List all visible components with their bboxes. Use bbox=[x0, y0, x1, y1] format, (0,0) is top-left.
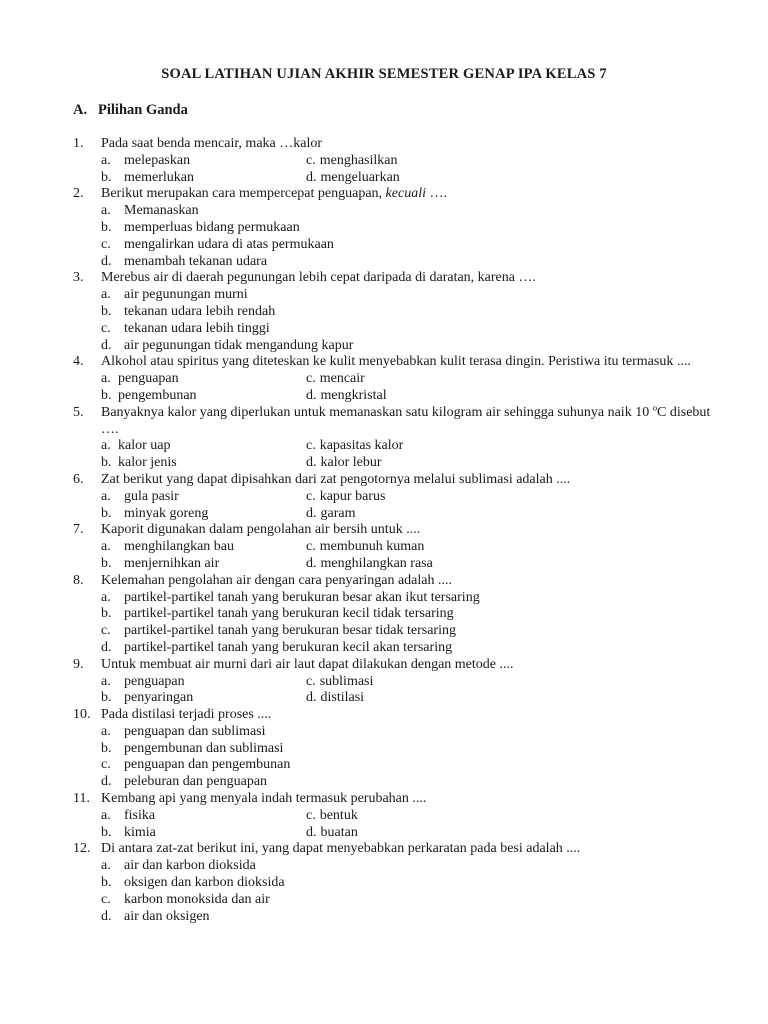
option-letter: d. bbox=[306, 690, 317, 706]
option-row bbox=[0, 304, 768, 321]
option-row bbox=[0, 254, 768, 271]
question-number: 6. bbox=[73, 471, 84, 487]
option-text: kalor lebur bbox=[320, 455, 382, 471]
option-row bbox=[0, 909, 768, 926]
question-text-main: Kembang api yang menyala indah termasuk perubahan .... bbox=[101, 791, 427, 807]
option-letter: a. bbox=[101, 807, 111, 823]
question-text bbox=[101, 270, 726, 287]
option-letter: d. bbox=[101, 253, 112, 269]
answer-option bbox=[101, 455, 177, 472]
question-text-main: Di antara zat-zat berikut ini, yang dapat menyebabkan perkaratan pada besi adalah .... bbox=[101, 841, 581, 857]
option-text: minyak goreng bbox=[124, 505, 209, 521]
question-number: 12. bbox=[73, 841, 91, 857]
answer-option bbox=[101, 590, 480, 607]
option-row bbox=[0, 506, 768, 523]
option-letter: d. bbox=[306, 555, 317, 571]
option-row bbox=[0, 153, 768, 170]
option-letter: a. bbox=[101, 438, 111, 454]
answer-option bbox=[101, 825, 156, 842]
question-text bbox=[101, 472, 726, 489]
option-text: air pegunungan tidak mengandung kapur bbox=[124, 337, 354, 353]
answer-option bbox=[306, 825, 358, 842]
answer-option bbox=[101, 153, 190, 170]
option-row bbox=[0, 371, 768, 388]
option-text: kapasitas kalor bbox=[319, 438, 404, 454]
answer-option bbox=[101, 741, 283, 758]
option-text: partikel-partikel tanah yang berukuran kecil tidak tersaring bbox=[124, 606, 454, 622]
answer-option bbox=[306, 438, 403, 455]
option-text: penyaringan bbox=[124, 690, 194, 706]
option-letter: d. bbox=[306, 387, 317, 403]
question-item bbox=[0, 573, 768, 657]
answer-option bbox=[101, 606, 454, 623]
answer-option bbox=[101, 640, 452, 657]
answer-option bbox=[101, 203, 199, 220]
option-letter: a. bbox=[101, 673, 111, 689]
option-list bbox=[0, 371, 768, 405]
option-list bbox=[0, 808, 768, 842]
option-text: bentuk bbox=[319, 807, 358, 823]
option-letter: c. bbox=[101, 757, 111, 773]
option-letter: a. bbox=[101, 152, 111, 168]
option-text: menambah tekanan udara bbox=[124, 253, 268, 269]
answer-option bbox=[101, 892, 270, 909]
option-list bbox=[0, 724, 768, 791]
answer-option bbox=[101, 674, 185, 691]
option-letter: d. bbox=[101, 639, 112, 655]
option-text: kimia bbox=[124, 824, 156, 840]
question-text bbox=[101, 573, 726, 590]
option-text: fisika bbox=[124, 807, 156, 823]
option-row bbox=[0, 623, 768, 640]
answer-option bbox=[101, 304, 275, 321]
answer-option bbox=[306, 388, 387, 405]
option-letter: b. bbox=[101, 740, 112, 756]
option-letter: d. bbox=[101, 337, 112, 353]
answer-option bbox=[101, 438, 170, 455]
option-letter: c. bbox=[101, 891, 111, 907]
answer-option bbox=[101, 237, 334, 254]
option-row bbox=[0, 455, 768, 472]
question-item bbox=[0, 354, 768, 404]
option-row bbox=[0, 825, 768, 842]
option-text: kalor uap bbox=[118, 438, 171, 454]
option-list bbox=[0, 539, 768, 573]
answer-option bbox=[101, 506, 208, 523]
question-text bbox=[101, 791, 726, 808]
option-row bbox=[0, 489, 768, 506]
option-list bbox=[0, 438, 768, 472]
answer-option bbox=[306, 690, 364, 707]
option-text: gula pasir bbox=[124, 488, 179, 504]
question-item bbox=[0, 791, 768, 841]
question-text bbox=[101, 136, 726, 153]
option-row bbox=[0, 892, 768, 909]
option-letter: a. bbox=[101, 589, 111, 605]
option-text: membunuh kuman bbox=[319, 539, 425, 555]
question-item bbox=[0, 707, 768, 791]
option-text: partikel-partikel tanah yang berukuran besar akan ikut tersaring bbox=[124, 589, 480, 605]
option-list bbox=[0, 153, 768, 187]
option-text: menjernihkan air bbox=[124, 555, 220, 571]
question-text-main: Banyaknya kalor yang diperlukan untuk memanaskan satu kilogram air sehingga suhunya naik 10 ºC disebut …. bbox=[101, 404, 711, 437]
answer-option bbox=[306, 170, 400, 187]
question-number: 4. bbox=[73, 354, 84, 370]
question-number: 11. bbox=[73, 791, 90, 807]
section-label: Pilihan Ganda bbox=[98, 102, 188, 118]
answer-option bbox=[101, 338, 353, 355]
question-number: 8. bbox=[73, 572, 84, 588]
answer-option bbox=[101, 170, 194, 187]
option-letter: d. bbox=[306, 824, 317, 840]
option-text: kalor jenis bbox=[118, 455, 177, 471]
question-item bbox=[0, 270, 768, 354]
option-text: menghasilkan bbox=[319, 152, 398, 168]
option-text: menghilangkan rasa bbox=[320, 555, 433, 571]
option-text: tekanan udara lebih tinggi bbox=[124, 320, 270, 336]
option-letter: d. bbox=[101, 774, 112, 790]
answer-option bbox=[101, 254, 267, 271]
option-text: distilasi bbox=[320, 690, 365, 706]
question-text bbox=[101, 186, 726, 203]
option-letter: c. bbox=[306, 152, 316, 168]
option-text: mencair bbox=[319, 371, 365, 387]
question-number: 1. bbox=[73, 136, 84, 151]
option-letter: c. bbox=[306, 673, 316, 689]
option-letter: b. bbox=[101, 690, 112, 706]
option-text: kapur barus bbox=[319, 488, 386, 504]
option-letter: c. bbox=[101, 236, 111, 252]
answer-option bbox=[306, 506, 355, 523]
option-text: air dan oksigen bbox=[124, 908, 210, 924]
option-letter: d. bbox=[306, 455, 317, 471]
option-letter: c. bbox=[306, 438, 316, 454]
option-letter: a. bbox=[101, 371, 111, 387]
option-row bbox=[0, 724, 768, 741]
question-text-main: Alkohol atau spiritus yang diteteskan ke kulit menyebabkan kulit terasa dingin. Peristiwa itu termasuk .... bbox=[101, 354, 691, 370]
option-letter: d. bbox=[101, 908, 112, 924]
option-row bbox=[0, 590, 768, 607]
option-row bbox=[0, 757, 768, 774]
question-item bbox=[0, 472, 768, 522]
option-letter: d. bbox=[306, 505, 317, 521]
answer-option bbox=[306, 808, 358, 825]
answer-option bbox=[101, 287, 248, 304]
option-text: garam bbox=[320, 505, 356, 521]
option-list bbox=[0, 674, 768, 708]
option-letter: c. bbox=[101, 320, 111, 336]
option-text: pengembunan bbox=[118, 387, 197, 403]
option-row bbox=[0, 237, 768, 254]
option-text: oksigen dan karbon dioksida bbox=[124, 875, 285, 891]
question-item bbox=[0, 136, 768, 186]
question-text-main: Kaporit digunakan dalam pengolahan air bersih untuk .... bbox=[101, 522, 421, 538]
option-letter: a. bbox=[101, 723, 111, 739]
option-text: partikel-partikel tanah yang berukuran besar tidak tersaring bbox=[124, 623, 456, 639]
option-text: penguapan bbox=[118, 371, 179, 387]
answer-option bbox=[101, 808, 155, 825]
question-number: 2. bbox=[73, 186, 84, 202]
option-row bbox=[0, 321, 768, 338]
answer-option bbox=[101, 371, 179, 388]
option-text: penguapan bbox=[124, 673, 185, 689]
section-letter: A. bbox=[73, 102, 88, 118]
option-letter: b. bbox=[101, 219, 112, 235]
question-text-main: Untuk membuat air murni dari air laut dapat dilakukan dengan metode .... bbox=[101, 656, 514, 672]
answer-option bbox=[101, 724, 266, 741]
option-letter: a. bbox=[101, 287, 111, 303]
option-list bbox=[0, 590, 768, 657]
option-row bbox=[0, 774, 768, 791]
option-list bbox=[0, 489, 768, 523]
question-number: 9. bbox=[73, 656, 84, 672]
option-row bbox=[0, 690, 768, 707]
option-row bbox=[0, 388, 768, 405]
answer-option bbox=[101, 757, 290, 774]
option-text: memerlukan bbox=[124, 169, 194, 185]
option-text: mengalirkan udara di atas permukaan bbox=[124, 236, 334, 252]
option-letter: b. bbox=[101, 505, 112, 521]
question-item bbox=[0, 186, 768, 270]
option-letter: b. bbox=[101, 875, 112, 891]
option-text: mengeluarkan bbox=[320, 169, 400, 185]
option-letter: c. bbox=[306, 539, 316, 555]
question-text bbox=[101, 354, 726, 371]
option-list bbox=[0, 287, 768, 354]
option-row bbox=[0, 438, 768, 455]
option-list bbox=[0, 203, 768, 270]
option-text: peleburan dan penguapan bbox=[124, 774, 268, 790]
answer-option bbox=[101, 623, 456, 640]
option-row bbox=[0, 220, 768, 237]
option-letter: b. bbox=[101, 824, 112, 840]
option-text: karbon monoksida dan air bbox=[124, 891, 270, 907]
option-letter: c. bbox=[306, 371, 316, 387]
answer-option bbox=[101, 556, 219, 573]
answer-option bbox=[306, 371, 365, 388]
option-text: tekanan udara lebih rendah bbox=[124, 303, 276, 319]
question-text bbox=[101, 522, 726, 539]
question-item bbox=[0, 841, 768, 925]
option-row bbox=[0, 170, 768, 187]
option-text: buatan bbox=[320, 824, 358, 840]
answer-option bbox=[306, 539, 424, 556]
question-text-main: Kelemahan pengolahan air dengan cara penyaringan adalah .... bbox=[101, 572, 452, 588]
answer-option bbox=[101, 774, 267, 791]
answer-option bbox=[101, 909, 210, 926]
answer-option bbox=[101, 489, 179, 506]
option-text: mengkristal bbox=[320, 387, 387, 403]
answer-option bbox=[101, 539, 234, 556]
option-letter: b. bbox=[101, 606, 112, 622]
question-list bbox=[0, 136, 768, 925]
option-row bbox=[0, 640, 768, 657]
option-text: memperluas bidang permukaan bbox=[124, 219, 300, 235]
option-row bbox=[0, 556, 768, 573]
option-text: Memanaskan bbox=[124, 203, 199, 219]
option-text: partikel-partikel tanah yang berukuran kecil akan tersaring bbox=[124, 639, 453, 655]
question-text-main: Pada distilasi terjadi proses .... bbox=[101, 707, 272, 723]
answer-option bbox=[101, 875, 285, 892]
question-text-tail: …. bbox=[425, 186, 447, 202]
option-list bbox=[0, 858, 768, 925]
answer-option bbox=[101, 858, 256, 875]
option-row bbox=[0, 539, 768, 556]
question-text-main: Berikut merupakan cara mempercepat penguapan, bbox=[101, 186, 386, 202]
option-letter: a. bbox=[101, 858, 111, 874]
option-letter: c. bbox=[101, 623, 111, 639]
option-text: menghilangkan bau bbox=[124, 539, 235, 555]
question-number: 5. bbox=[73, 404, 84, 420]
option-letter: b. bbox=[101, 387, 112, 403]
option-text: penguapan dan pengembunan bbox=[124, 757, 291, 773]
option-letter: b. bbox=[101, 455, 112, 471]
answer-option bbox=[306, 489, 385, 506]
question-text-main: Zat berikut yang dapat dipisahkan dari zat pengotornya melalui sublimasi adalah .... bbox=[101, 471, 571, 487]
option-letter: c. bbox=[306, 807, 316, 823]
option-letter: a. bbox=[101, 203, 111, 219]
option-letter: b. bbox=[101, 303, 112, 319]
answer-option bbox=[306, 153, 397, 170]
option-letter: a. bbox=[101, 488, 111, 504]
option-row bbox=[0, 203, 768, 220]
question-text bbox=[101, 405, 726, 439]
option-text: sublimasi bbox=[319, 673, 374, 689]
option-letter: b. bbox=[101, 555, 112, 571]
option-row bbox=[0, 338, 768, 355]
question-text bbox=[101, 841, 726, 858]
answer-option bbox=[306, 674, 373, 691]
question-text bbox=[101, 707, 726, 724]
answer-option bbox=[101, 388, 197, 405]
option-row bbox=[0, 858, 768, 875]
option-row bbox=[0, 606, 768, 623]
page-title: SOAL LATIHAN UJIAN AKHIR SEMESTER GENAP IPA KELAS 7 bbox=[161, 66, 607, 82]
question-item bbox=[0, 405, 768, 472]
option-text: air pegunungan murni bbox=[124, 287, 248, 303]
option-letter: b. bbox=[101, 169, 112, 185]
answer-option bbox=[101, 220, 300, 237]
question-number: 10. bbox=[73, 707, 91, 723]
option-row bbox=[0, 808, 768, 825]
option-letter: a. bbox=[101, 539, 111, 555]
question-text-emphasis: kecuali bbox=[385, 186, 426, 202]
question-text bbox=[101, 657, 726, 674]
option-row bbox=[0, 287, 768, 304]
question-number: 7. bbox=[73, 522, 84, 538]
question-text-main: Merebus air di daerah pegunungan lebih cepat daripada di daratan, karena …. bbox=[101, 270, 536, 286]
question-text-main: Pada saat benda mencair, maka …kalor bbox=[101, 136, 323, 151]
option-row bbox=[0, 741, 768, 758]
answer-option bbox=[306, 556, 433, 573]
option-text: melepaskan bbox=[124, 152, 191, 168]
question-number: 3. bbox=[73, 270, 84, 286]
question-item bbox=[0, 522, 768, 572]
option-text: penguapan dan sublimasi bbox=[124, 723, 266, 739]
section-heading bbox=[73, 102, 188, 119]
answer-option bbox=[101, 690, 193, 707]
option-text: air dan karbon dioksida bbox=[124, 858, 256, 874]
option-row bbox=[0, 875, 768, 892]
answer-option bbox=[306, 455, 382, 472]
question-item bbox=[0, 657, 768, 707]
option-letter: c. bbox=[306, 488, 316, 504]
option-row bbox=[0, 674, 768, 691]
option-letter: d. bbox=[306, 169, 317, 185]
option-text: pengembunan dan sublimasi bbox=[124, 740, 284, 756]
answer-option bbox=[101, 321, 270, 338]
